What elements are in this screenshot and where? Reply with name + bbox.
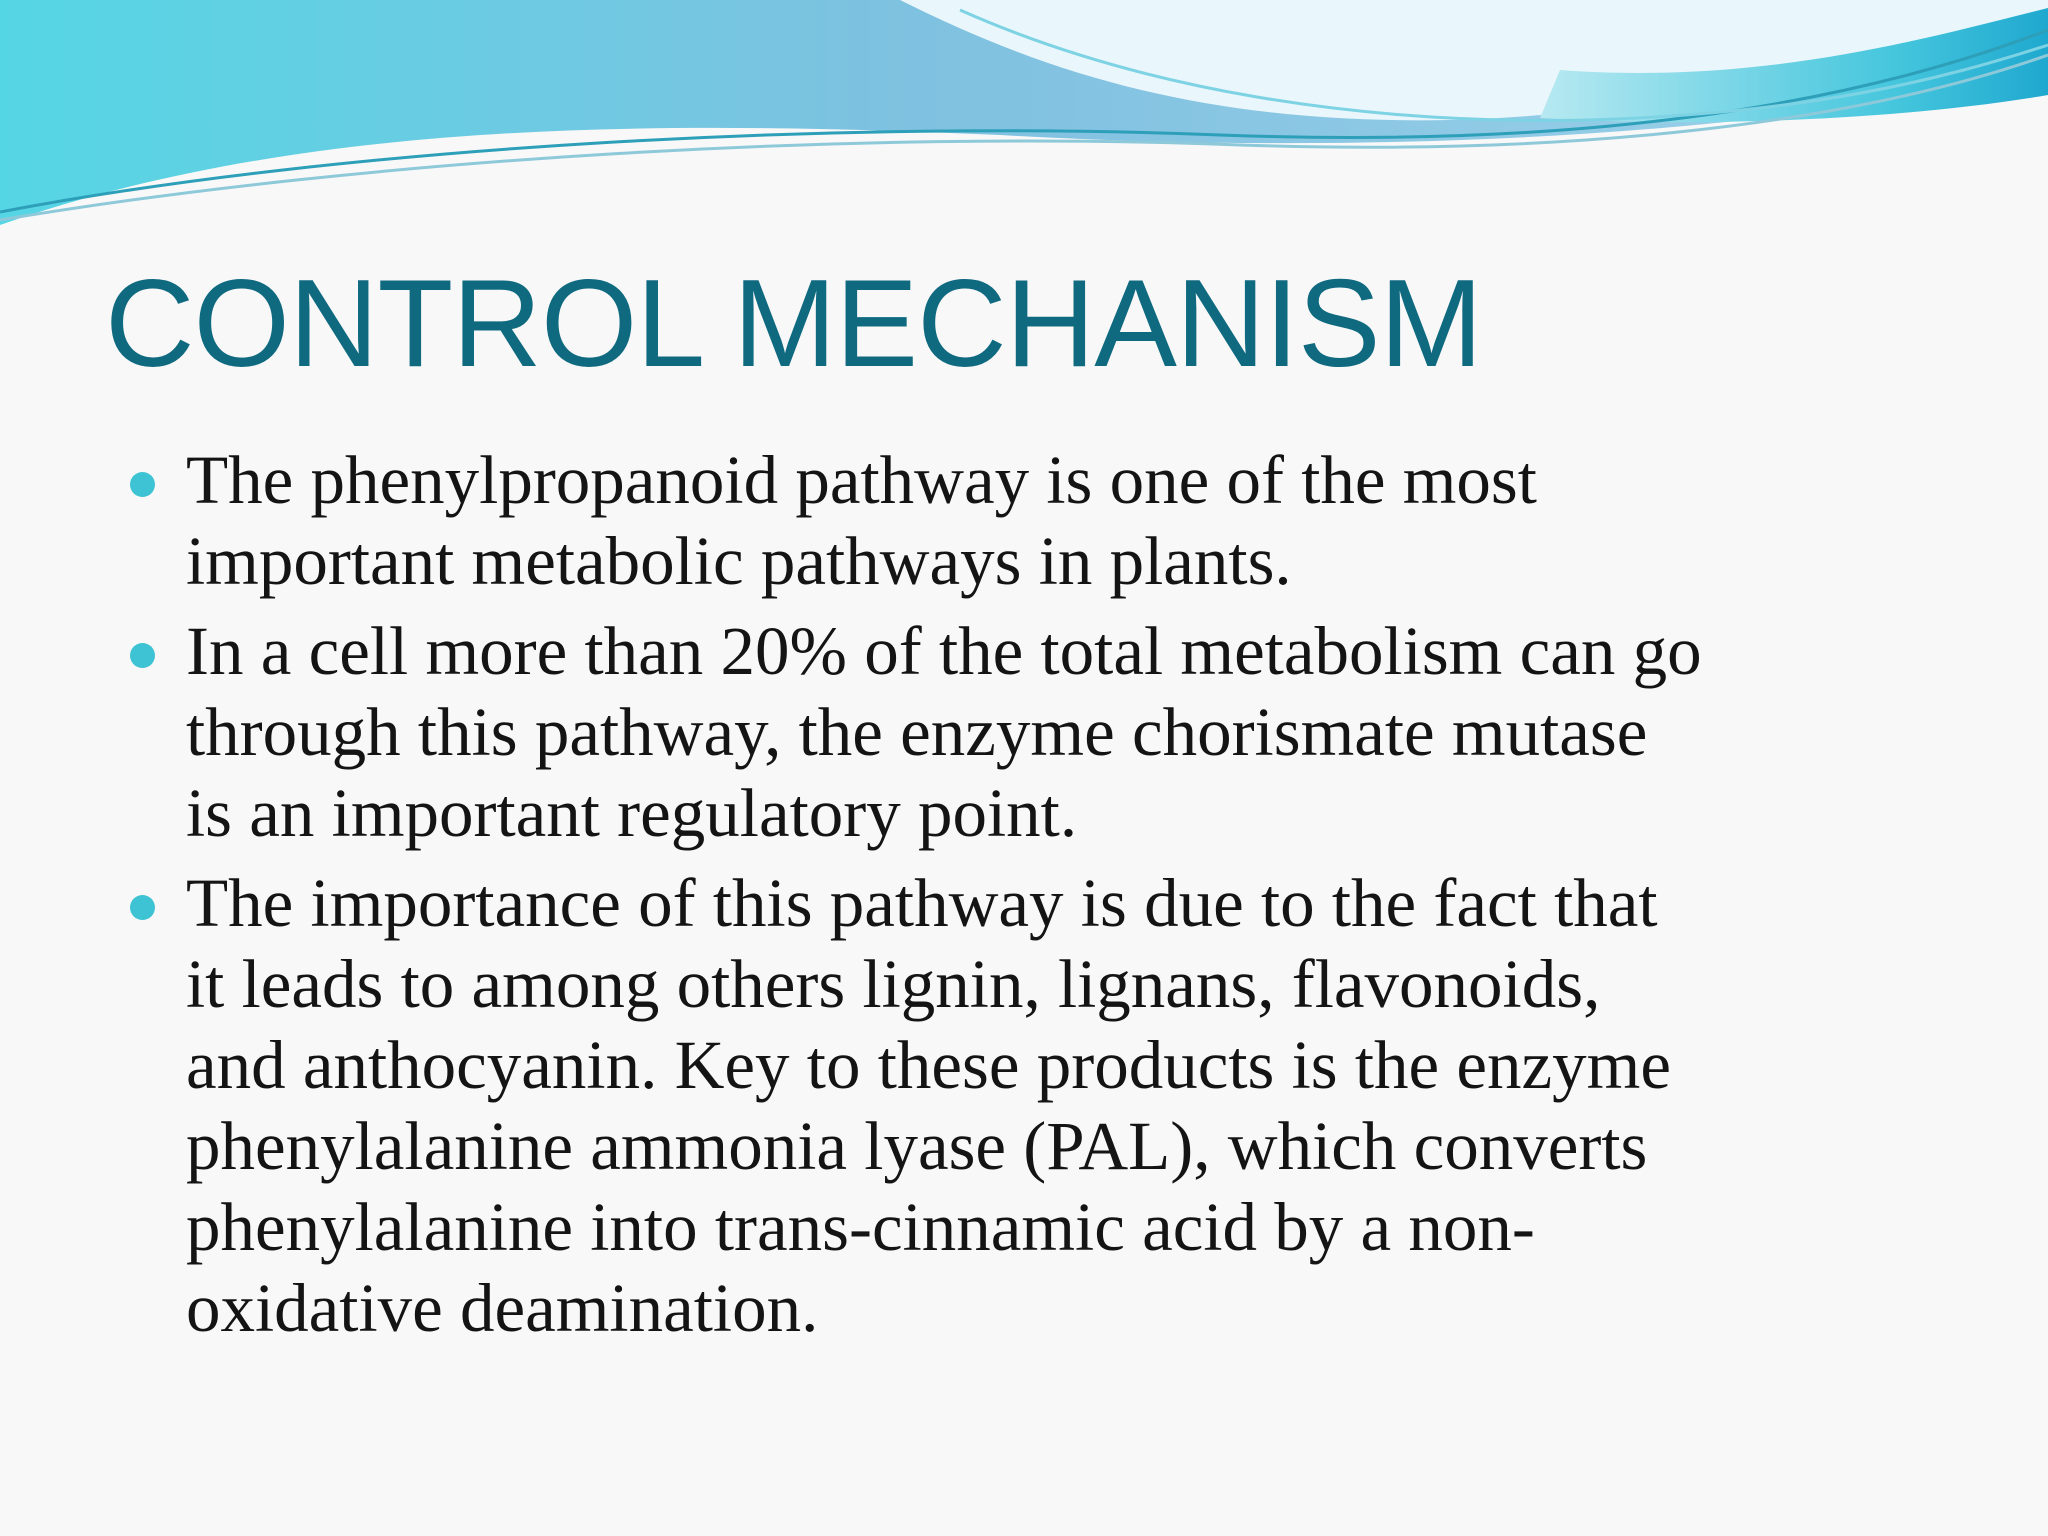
bullet-3-line-5: phenylalanine into trans-cinnamic acid by a non-: [186, 1189, 1535, 1265]
bullet-item-2: [128, 611, 1988, 854]
bullet-3-line-6: oxidative deamination.: [186, 1270, 819, 1346]
bullet-2-line-1: In a cell more than 20% of the total metabolism can go: [186, 613, 1702, 689]
bullet-1-line-1: The phenylpropanoid pathway is one of the most: [186, 442, 1537, 518]
bullet-3-line-1: The importance of this pathway is due to the fact that: [186, 865, 1658, 941]
bullet-item-3: [128, 863, 1988, 1349]
bullet-1-line-2: important metabolic pathways in plants.: [186, 523, 1292, 599]
bullet-dot-icon: [130, 895, 155, 920]
bullet-dot-icon: [130, 643, 155, 668]
bullet-3-line-2: it leads to among others lignin, lignans, flavonoids,: [186, 946, 1601, 1022]
bullet-item-1: [128, 440, 1988, 602]
bullet-3-line-4: phenylalanine ammonia lyase (PAL), which converts: [186, 1108, 1648, 1184]
bullet-2-line-2: through this pathway, the enzyme chorismate mutase: [186, 694, 1648, 770]
bullet-2-line-3: is an important regulatory point.: [186, 775, 1078, 851]
wave-banner: [0, 0, 2048, 260]
bullet-dot-icon: [130, 472, 155, 497]
bullet-3-line-3: and anthocyanin. Key to these products is the enzyme: [186, 1027, 1671, 1103]
bullet-list: [128, 440, 1988, 1358]
slide-title: CONTROL MECHANISM: [105, 255, 1482, 393]
